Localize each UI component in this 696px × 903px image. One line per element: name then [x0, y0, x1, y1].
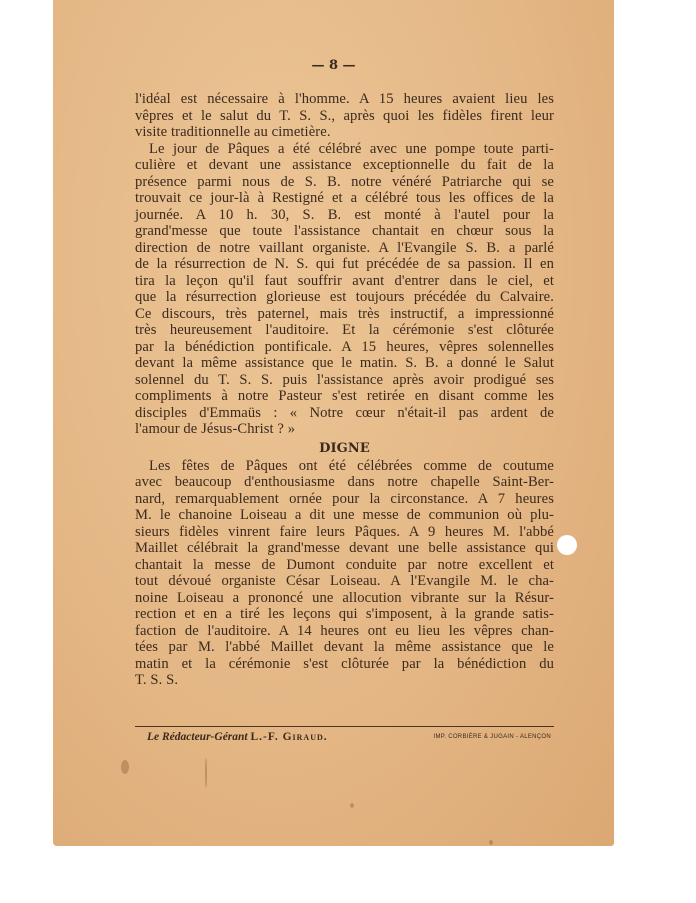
section-heading: DIGNE: [319, 440, 370, 456]
text-line: T. S. S.: [135, 672, 179, 688]
text-line: disciples d'Emmaüs : « Notre cœur n'était-il pas ardent de: [135, 404, 554, 421]
text-line: tira la leçon qu'il faut souffrir avant d'entrer dans le ciel, et: [135, 272, 554, 289]
text-line: Ce discours, très paternel, mais très instructif, a impressionné: [135, 305, 554, 322]
text-line: présence parmi nous de S. B. notre vénéré Patriarche qui se: [135, 173, 554, 190]
paper-stain: [205, 758, 207, 788]
text-line: rection et en a tiré les leçons qui s'imposent, à la grande satis-: [135, 606, 554, 622]
text-line: tout dévoué organiste César Loiseau. A l'Evangile M. le cha-: [135, 573, 554, 589]
text-line: culière et devant une assistance exceptionnelle du fait de la: [135, 157, 554, 173]
text-line: l'idéal est nécessaire à l'homme. A 15 heures avaient lieu les: [135, 91, 554, 107]
text-line: l'amour de Jésus-Christ ? »: [135, 421, 296, 437]
text-line: très heureusement l'auditoire. Et la cérémonie s'est clôturée: [135, 322, 554, 338]
text-line: noine Loiseau a prononcé une allocution vibrante sur la Résur-: [135, 589, 554, 606]
printer-credit: IMP. CORBIÈRE & JUGAIN - ALENÇON: [433, 734, 551, 740]
text-line: compliments à notre Pasteur s'est retirée en disant comme les: [135, 388, 554, 404]
paper-stain: [489, 840, 493, 845]
text-line: sieurs fidèles vinrent faire leurs Pâques. A 9 heures M. l'abbé: [135, 523, 554, 540]
article-body: [135, 91, 554, 689]
text-line: nard, remarquablement ornée pour la circonstance. A 7 heures: [135, 490, 554, 507]
document-page: [53, 0, 614, 846]
paper-stain: [121, 760, 129, 774]
text-line: trouvait ce jour-là à Restigné et a célébré tous les offices de la: [135, 190, 554, 206]
text-line: Le jour de Pâques a été célébré avec une pompe toute parti-: [149, 140, 554, 157]
text-line: vêpres et le salut du T. S. S., après quoi les fidèles firent leur: [135, 107, 554, 124]
punch-hole: [557, 535, 577, 555]
footer: [147, 731, 551, 743]
text-line: solennel du T. S. S. puis l'assistance après avoir prodigué ses: [135, 371, 554, 388]
text-line: de la résurrection de N. S. qui fut précédée de sa passion. Il en: [135, 256, 554, 272]
text-line: chantait la messe de Dumont conduite par notre excellent et: [135, 556, 554, 573]
text-line: grand'messe que toute l'assistance chantait en chœur sous la: [135, 223, 554, 239]
text-line: journée. A 10 h. 30, S. B. est monté à l'autel pour la: [135, 206, 554, 223]
paper-stain: [350, 803, 354, 808]
text-line: M. le chanoine Loiseau a dit une messe de communion où plu-: [135, 507, 554, 523]
page-number: — 8 —: [311, 58, 356, 73]
editor-title: Le Rédacteur-Gérant: [147, 731, 248, 743]
editor-credit: [147, 731, 328, 743]
text-line: matin et la cérémonie s'est clôturée par la bénédiction du: [135, 655, 554, 672]
text-line: Maillet célébrait la grand'messe devant une belle assistance qui: [135, 540, 554, 556]
footer-divider: [135, 726, 554, 727]
text-line: direction de notre vaillant organiste. A l'Evangile S. B. a parlé: [135, 239, 554, 256]
editor-name: L.-F. Giraud.: [250, 731, 328, 743]
text-line: tées par M. l'abbé Maillet devant la même assistance que le: [135, 639, 554, 655]
text-line: Les fêtes de Pâques ont été célébrées comme de coutume: [149, 457, 554, 474]
text-line: faction de l'auditoire. A 14 heures ont eu lieu les vêpres chan-: [135, 622, 554, 639]
text-line: avec beaucoup d'enthousiasme dans notre chapelle Saint-Ber-: [135, 474, 554, 490]
text-line: que la résurrection glorieuse est toujours précédée du Calvaire.: [135, 289, 554, 305]
text-line: par la bénédiction pontificale. A 15 heures, vêpres solennelles: [135, 338, 554, 355]
text-line: devant la même assistance que le matin. S. B. a donné le Salut: [135, 355, 554, 371]
text-line: visite traditionnelle au cimetière.: [135, 124, 331, 140]
